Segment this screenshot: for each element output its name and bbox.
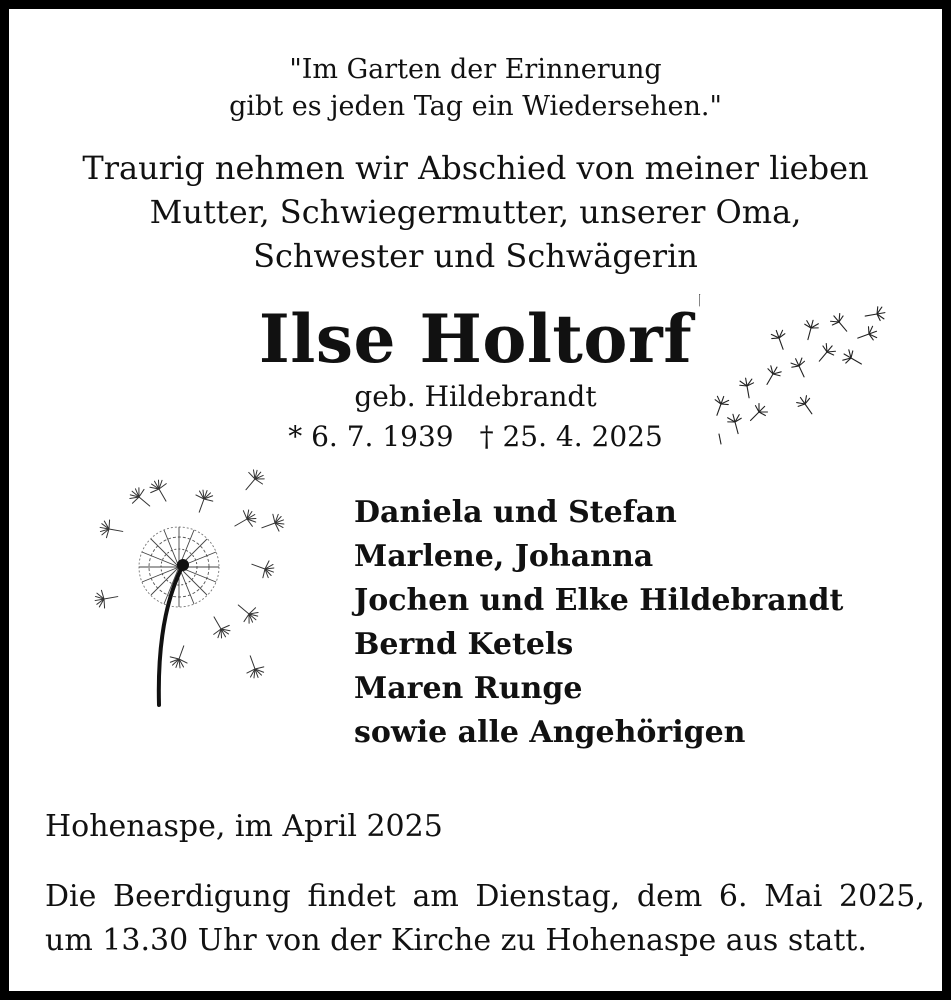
quote-line: gibt es jeden Tag ein Wiedersehen." — [229, 91, 722, 122]
funeral-word: findet — [307, 879, 396, 914]
place-and-date: Hohenaspe, im April 2025 — [45, 809, 443, 844]
family-list — [354, 491, 843, 755]
birth-name: geb. Hildebrandt — [354, 380, 597, 413]
funeral-line: um 13.30 Uhr von der Kirche zu Hohenaspe aus statt. — [45, 923, 867, 958]
family-member: Jochen und Elke Hildebrandt — [354, 583, 844, 618]
farewell-text — [9, 146, 942, 278]
obituary-notice — [9, 9, 942, 991]
funeral-word: 2025, — [839, 879, 925, 914]
funeral-word: am — [412, 879, 459, 914]
family-member: Maren Runge — [354, 671, 583, 706]
farewell-line: Traurig nehmen wir Abschied von meiner lieben — [82, 149, 869, 187]
family-member: Bernd Ketels — [354, 627, 574, 662]
funeral-word: Beerdigung — [113, 879, 291, 914]
farewell-line: Mutter, Schwiegermutter, unserer Oma, — [149, 193, 802, 231]
family-member: Daniela und Stefan — [354, 495, 677, 530]
dandelion-seeds-icon — [699, 294, 899, 454]
memorial-quote — [9, 51, 942, 125]
family-member: Marlene, Johanna — [354, 539, 654, 574]
funeral-word: dem — [636, 879, 703, 914]
funeral-word: Mai — [764, 879, 823, 914]
funeral-info — [45, 875, 925, 963]
quote-line: "Im Garten der Erinnerung — [289, 54, 662, 85]
funeral-word: Die — [45, 879, 97, 914]
family-member: sowie alle Angehörigen — [354, 715, 746, 750]
deceased-name: Ilse Holtorf — [258, 300, 693, 378]
birth-date: * 6. 7. 1939 — [288, 420, 454, 453]
death-date: † 25. 4. 2025 — [479, 420, 663, 453]
funeral-word: 6. — [718, 879, 748, 914]
funeral-line — [45, 875, 925, 919]
funeral-word: Dienstag, — [475, 879, 621, 914]
dandelion-icon — [79, 459, 289, 709]
farewell-line: Schwester und Schwägerin — [253, 237, 698, 275]
